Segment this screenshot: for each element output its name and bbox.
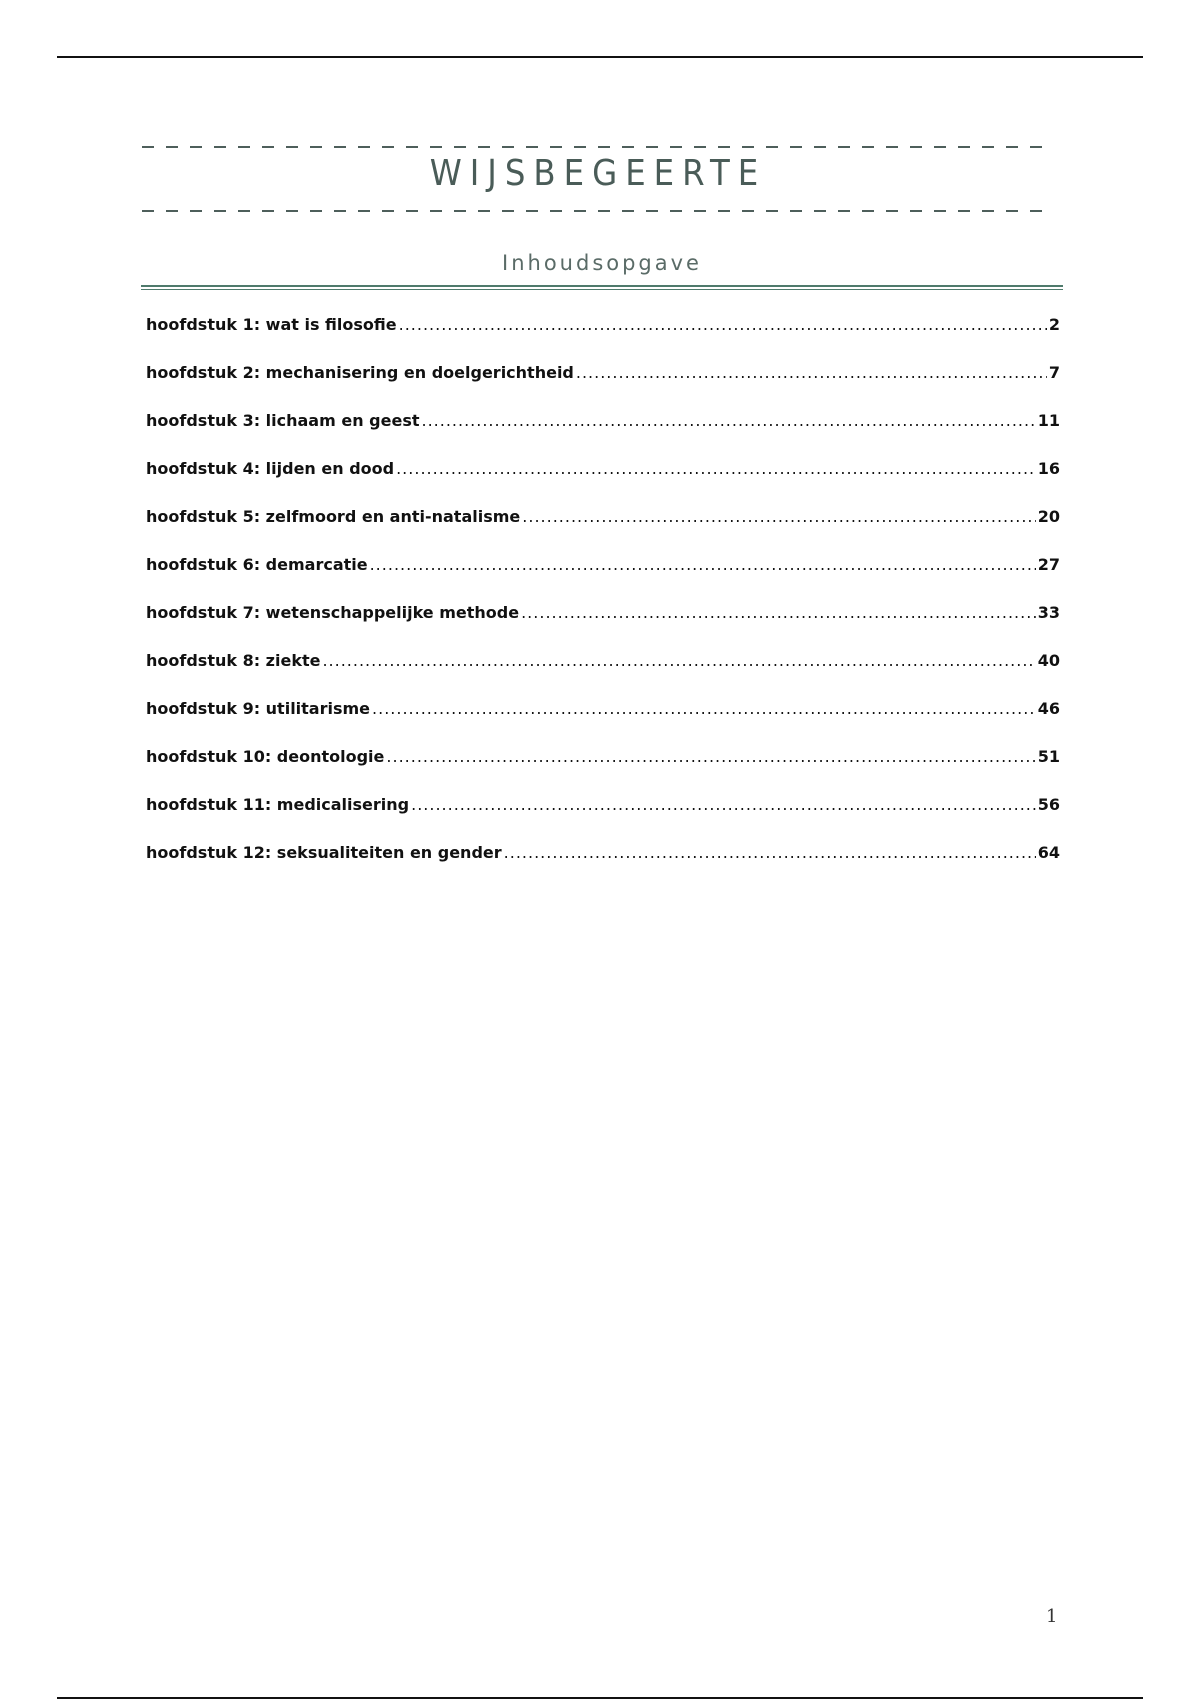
toc-entry-page: 40 [1037, 651, 1060, 670]
toc-entry-label: hoofdstuk 8: ziekte [146, 651, 321, 670]
toc-entry[interactable] [146, 744, 1060, 792]
toc-entry-leader [521, 600, 1036, 626]
toc-entry[interactable] [146, 312, 1060, 360]
toc-entry-label: hoofdstuk 5: zelfmoord en anti-natalisme [146, 507, 521, 526]
page-bottom-rule [57, 1697, 1143, 1699]
toc-entry-page: 51 [1037, 747, 1060, 766]
toc-entry-page: 27 [1037, 555, 1060, 574]
toc-entry-leader [386, 744, 1035, 770]
toc-entry[interactable] [146, 792, 1060, 840]
toc-entry-page: 33 [1037, 603, 1060, 622]
toc-entry-label: hoofdstuk 9: utilitarisme [146, 699, 371, 718]
page-number: 1 [1046, 1606, 1058, 1627]
table-of-contents [146, 312, 1060, 888]
toc-entry-label: hoofdstuk 12: seksualiteiten en gender [146, 843, 502, 862]
toc-entry-page: 20 [1037, 507, 1060, 526]
toc-entry[interactable] [146, 696, 1060, 744]
toc-entry[interactable] [146, 456, 1060, 504]
toc-entry-label: hoofdstuk 7: wetenschappelijke methode [146, 603, 520, 622]
toc-entry-page: 16 [1037, 459, 1060, 478]
toc-entry-leader [522, 504, 1035, 530]
toc-entry-leader [576, 360, 1047, 386]
toc-entry-page: 46 [1037, 699, 1060, 718]
toc-entry-page: 56 [1037, 795, 1060, 814]
toc-entry-label: hoofdstuk 11: medicalisering [146, 795, 410, 814]
toc-entry-label: hoofdstuk 4: lijden en dood [146, 459, 395, 478]
toc-entry[interactable] [146, 360, 1060, 408]
toc-entry-page: 64 [1037, 843, 1060, 862]
toc-heading-rule [141, 285, 1063, 290]
title-dashed-rule-upper [142, 146, 1054, 148]
title-dashed-rule-lower [142, 210, 1054, 212]
toc-entry-page: 2 [1048, 315, 1060, 334]
toc-entry[interactable] [146, 648, 1060, 696]
toc-entry-label: hoofdstuk 10: deontologie [146, 747, 385, 766]
toc-entry[interactable] [146, 504, 1060, 552]
toc-entry[interactable] [146, 840, 1060, 888]
toc-entry[interactable] [146, 600, 1060, 648]
toc-entry-label: hoofdstuk 6: demarcatie [146, 555, 368, 574]
toc-entry-leader [399, 312, 1047, 338]
toc-entry-leader [411, 792, 1036, 818]
toc-entry-page: 7 [1048, 363, 1060, 382]
toc-entry-page: 11 [1037, 411, 1060, 430]
toc-entry-leader [421, 408, 1035, 434]
toc-entry-leader [396, 456, 1036, 482]
toc-entry-leader [370, 552, 1036, 578]
toc-heading: Inhoudsopgave [502, 251, 702, 275]
toc-entry[interactable] [146, 552, 1060, 600]
toc-entry-label: hoofdstuk 1: wat is filosofie [146, 315, 397, 334]
page-top-rule [57, 56, 1143, 58]
toc-entry-label: hoofdstuk 2: mechanisering en doelgerichtheid [146, 363, 574, 382]
toc-entry[interactable] [146, 408, 1060, 456]
toc-entry-leader [322, 648, 1035, 674]
document-title: WIJSBEGEERTE [429, 153, 767, 194]
toc-entry-leader [504, 840, 1036, 866]
toc-entry-leader [372, 696, 1036, 722]
toc-entry-label: hoofdstuk 3: lichaam en geest [146, 411, 420, 430]
